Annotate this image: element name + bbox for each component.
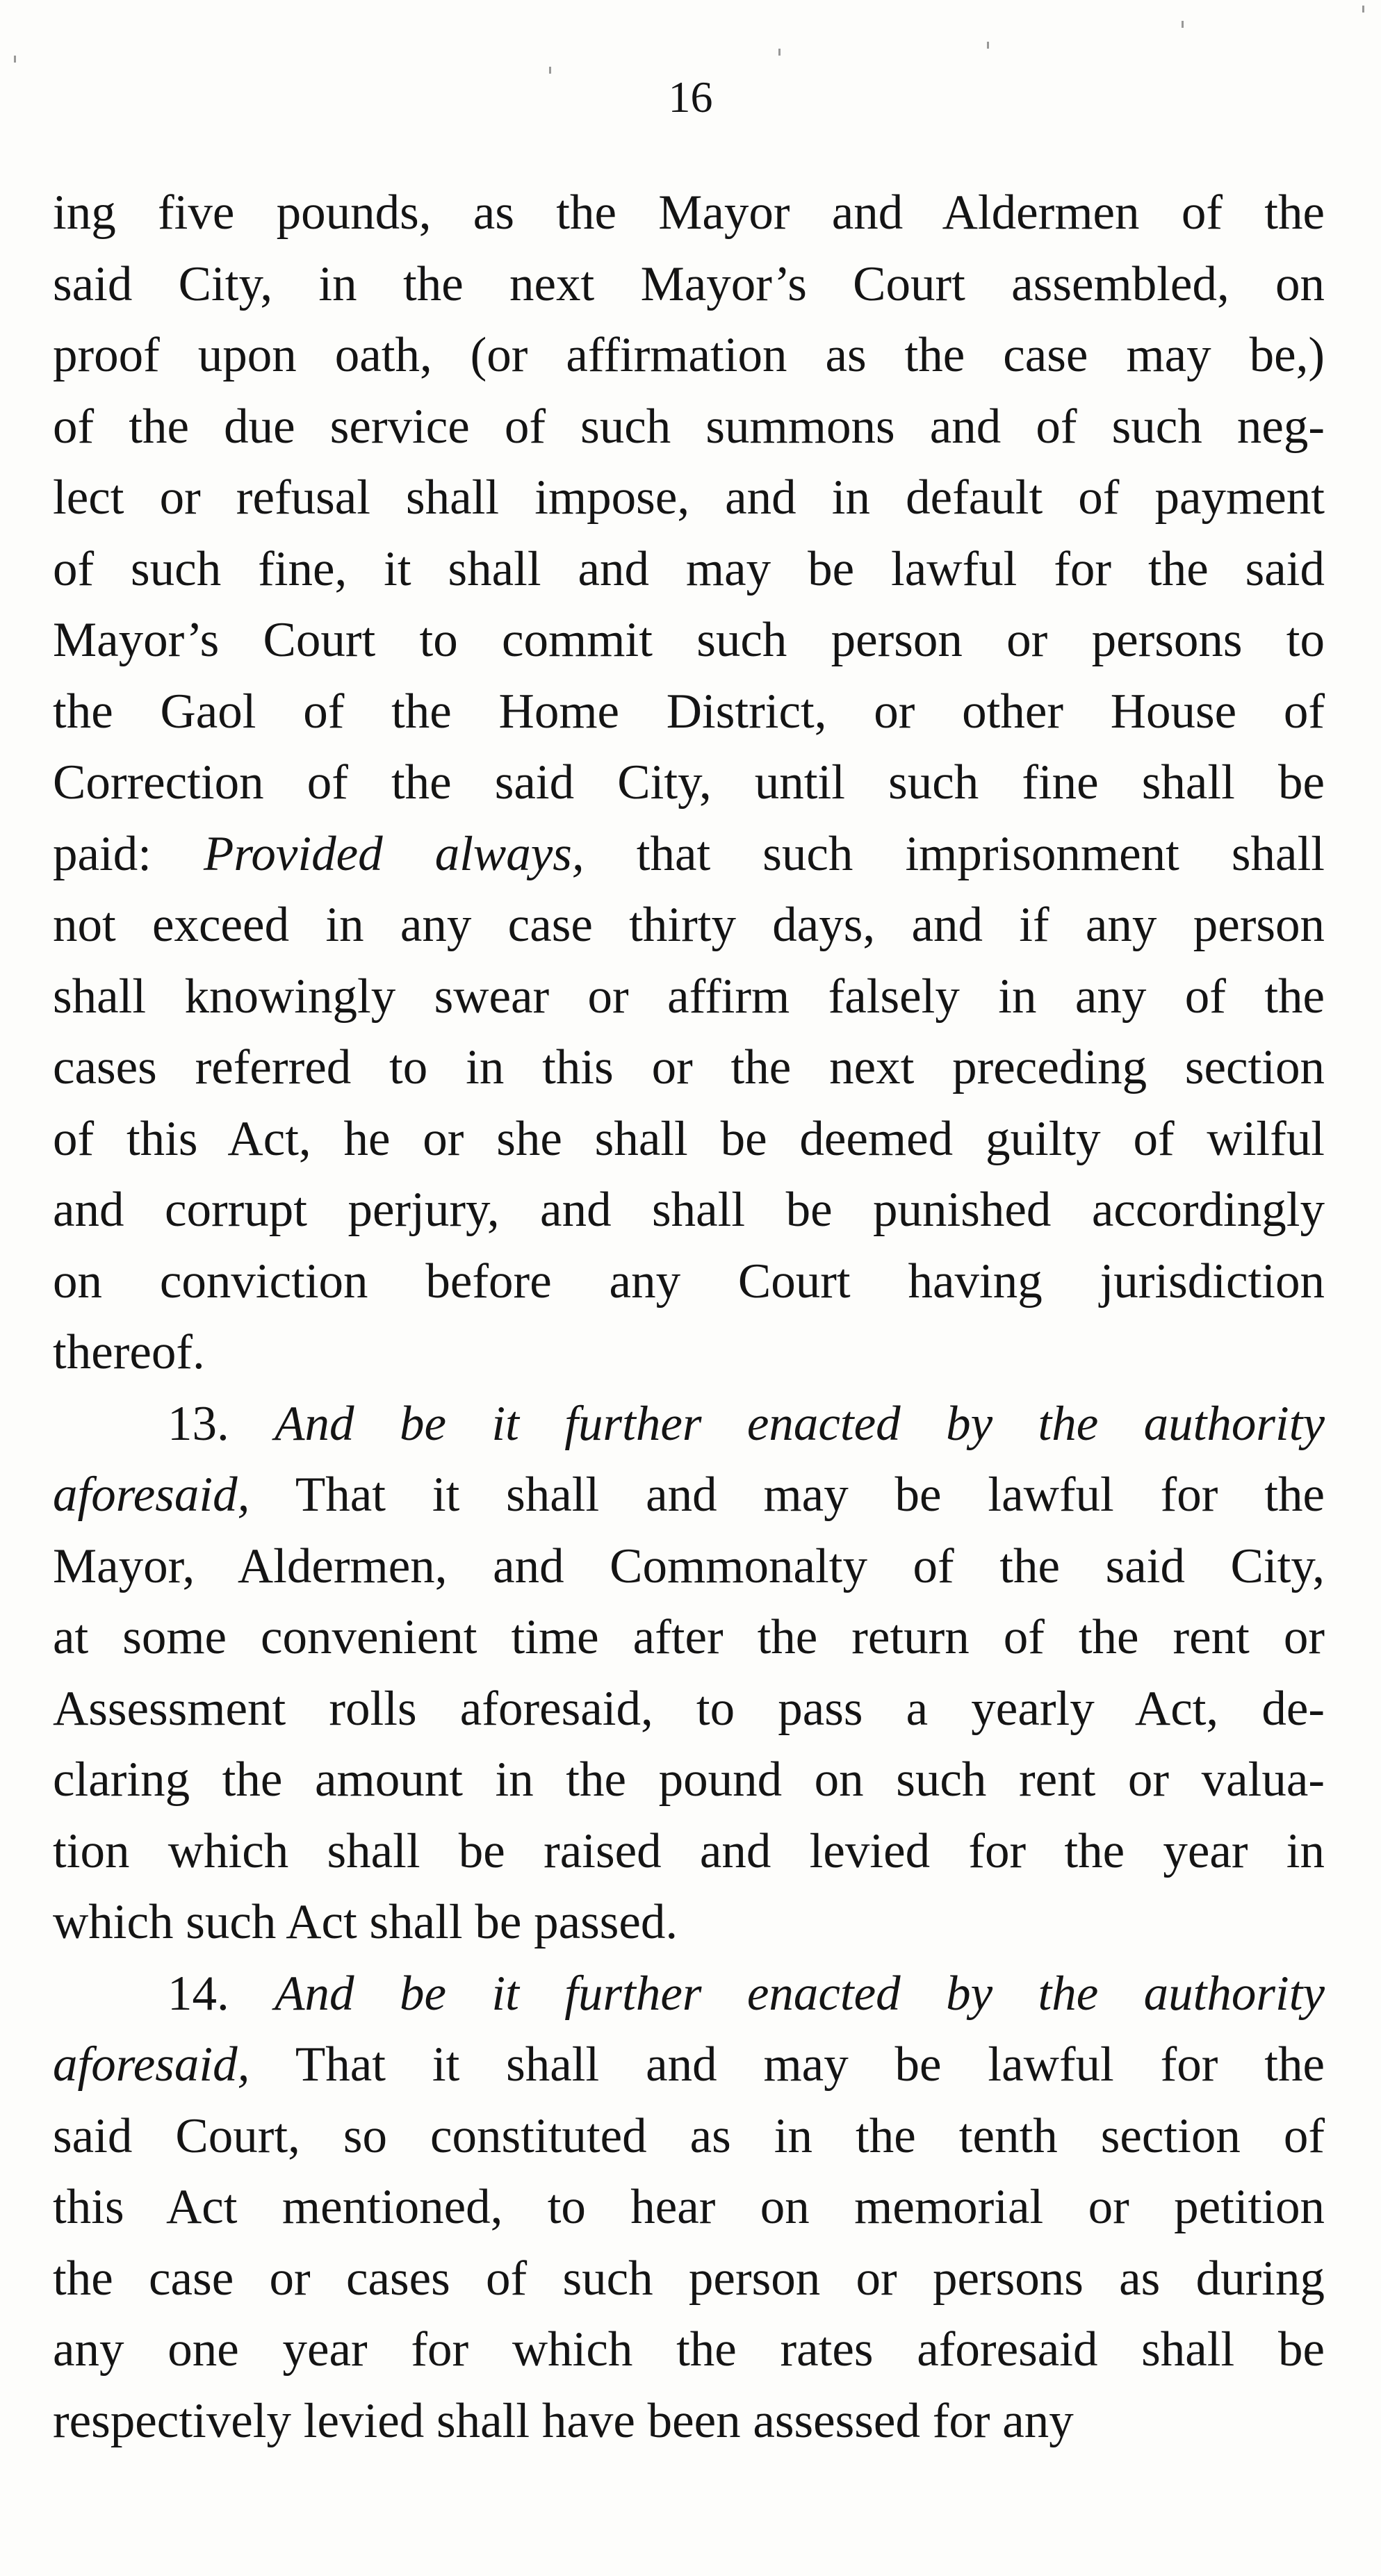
text-line bbox=[53, 1174, 1325, 1246]
text-run: claring the amount in the pound on such rent or valua- bbox=[53, 1753, 1325, 1807]
text-line bbox=[53, 1459, 1325, 1531]
text-line bbox=[53, 605, 1325, 676]
text-run: paid: bbox=[53, 826, 204, 881]
text-run: not exceed in any case thirty days, and if any person bbox=[53, 898, 1325, 952]
text-run: the case or cases of such person or persons as during bbox=[53, 2251, 1325, 2306]
scan-speck bbox=[549, 67, 551, 74]
text-run: respectively levied shall have been assessed for any bbox=[53, 2393, 1074, 2448]
text-line bbox=[53, 2172, 1325, 2243]
text-run: of this Act, he or she shall be deemed guilty of wilful bbox=[53, 1111, 1325, 1166]
paragraph bbox=[53, 1388, 1325, 1958]
text-line bbox=[53, 2101, 1325, 2172]
paragraph bbox=[53, 1958, 1325, 2457]
text-line bbox=[53, 177, 1325, 249]
text-line bbox=[53, 462, 1325, 534]
text-run: any one year for which the rates aforesaid shall be bbox=[53, 2322, 1325, 2377]
text-line bbox=[53, 1531, 1325, 1602]
text-run: thereof. bbox=[53, 1325, 205, 1379]
text-line bbox=[53, 1673, 1325, 1745]
text-line bbox=[53, 1958, 1325, 2030]
italic-text: And be it further enacted by the authority bbox=[275, 1396, 1325, 1451]
text-line bbox=[53, 2386, 1325, 2457]
italic-text: And be it further enacted by the authority bbox=[275, 1966, 1325, 2021]
text-line bbox=[53, 2243, 1325, 2315]
text-line bbox=[53, 1388, 1325, 1460]
italic-text: aforesaid, bbox=[53, 2037, 250, 2092]
text-run: Mayor, Aldermen, and Commonalty of the said City, bbox=[53, 1539, 1325, 1593]
text-line bbox=[53, 1887, 1325, 1958]
text-run: 14. bbox=[167, 1966, 275, 2021]
text-line bbox=[53, 961, 1325, 1033]
text-line bbox=[53, 2314, 1325, 2386]
text-line bbox=[53, 889, 1325, 961]
text-run: and corrupt perjury, and shall be punished accordingly bbox=[53, 1183, 1325, 1237]
scan-speck bbox=[1182, 21, 1184, 28]
scan-speck bbox=[987, 42, 989, 49]
text-run: lect or refusal shall impose, and in default of payment bbox=[53, 470, 1325, 525]
text-run: That it shall and may be lawful for the bbox=[250, 1468, 1325, 1522]
text-line bbox=[53, 676, 1325, 748]
text-run: said Court, so constituted as in the tenth section of bbox=[53, 2108, 1325, 2163]
body-text bbox=[53, 177, 1325, 2456]
text-line bbox=[53, 747, 1325, 819]
text-line bbox=[53, 249, 1325, 320]
text-run: that such imprisonment shall bbox=[584, 826, 1325, 881]
text-run: That it shall and may be lawful for the bbox=[250, 2037, 1325, 2092]
text-run: the Gaol of the Home District, or other House of bbox=[53, 684, 1325, 739]
text-line bbox=[53, 391, 1325, 463]
scan-speck bbox=[1362, 6, 1364, 13]
scan-speck bbox=[778, 49, 781, 56]
text-run: Assessment rolls aforesaid, to pass a yearly Act, de- bbox=[53, 1681, 1325, 1736]
text-line bbox=[53, 1602, 1325, 1673]
text-line bbox=[53, 1246, 1325, 1318]
text-line bbox=[53, 1744, 1325, 1816]
text-run: which such Act shall be passed. bbox=[53, 1895, 678, 1949]
text-run: 13. bbox=[167, 1396, 275, 1451]
text-run: this Act mentioned, to hear on memorial or petition bbox=[53, 2180, 1325, 2234]
text-line bbox=[53, 819, 1325, 890]
text-run: on conviction before any Court having jurisdiction bbox=[53, 1254, 1325, 1308]
text-run: cases referred to in this or the next preceding section bbox=[53, 1040, 1325, 1094]
text-line bbox=[53, 1816, 1325, 1887]
text-run: Correction of the said City, until such fine shall be bbox=[53, 755, 1325, 810]
text-run: shall knowingly swear or affirm falsely in any of the bbox=[53, 969, 1325, 1024]
text-run: ing five pounds, as the Mayor and Aldermen of the bbox=[53, 186, 1325, 240]
italic-text: Provided always, bbox=[204, 826, 585, 881]
text-line bbox=[53, 534, 1325, 605]
text-line bbox=[53, 2029, 1325, 2101]
text-run: of the due service of such summons and of such neg- bbox=[53, 399, 1325, 454]
text-run: tion which shall be raised and levied for the year in bbox=[53, 1823, 1325, 1878]
italic-text: aforesaid, bbox=[53, 1468, 250, 1522]
text-run: of such fine, it shall and may be lawful for the said bbox=[53, 541, 1325, 596]
paragraph bbox=[53, 177, 1325, 1388]
text-run: proof upon oath, (or affirmation as the case may be,) bbox=[53, 328, 1325, 382]
text-run: Mayor’s Court to commit such person or persons to bbox=[53, 613, 1325, 667]
text-run: at some convenient time after the return of the rent or bbox=[53, 1610, 1325, 1664]
text-line bbox=[53, 1104, 1325, 1175]
text-line bbox=[53, 320, 1325, 391]
text-line bbox=[53, 1317, 1325, 1388]
text-line bbox=[53, 1032, 1325, 1104]
page-number: 16 bbox=[668, 72, 713, 122]
text-run: said City, in the next Mayor’s Court assembled, on bbox=[53, 256, 1325, 311]
scan-speck bbox=[14, 56, 16, 63]
